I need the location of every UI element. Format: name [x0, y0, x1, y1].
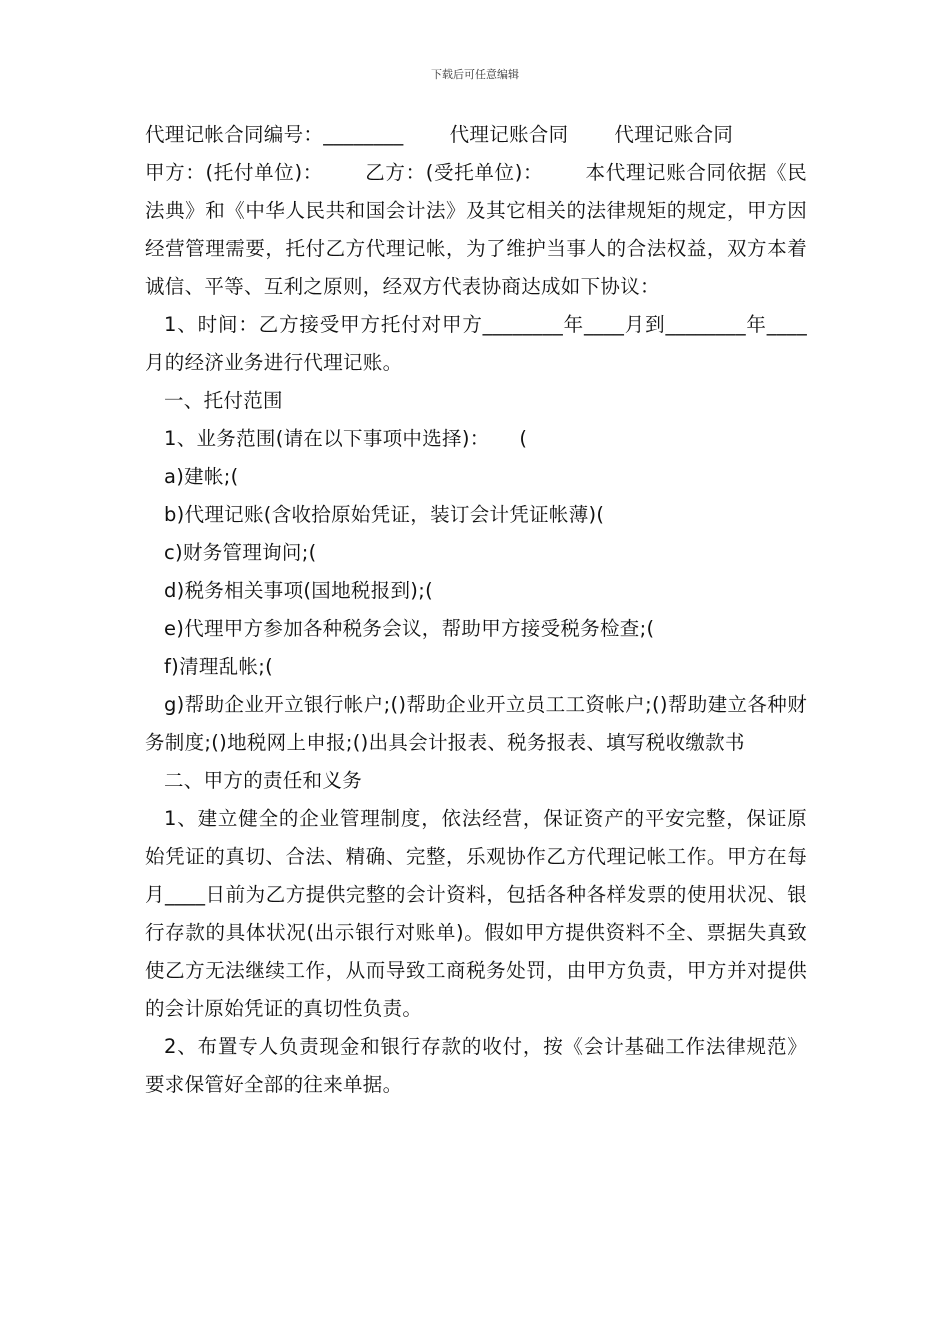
scope-item-f: f)清理乱帐;( — [164, 655, 274, 678]
contract-body — [145, 116, 807, 1104]
contract-number: 代理记帐合同编号：________ — [145, 123, 404, 146]
scope-item-a: a)建帐;( — [164, 465, 239, 488]
party-a-label: 甲方：(托付单位)： — [145, 161, 323, 184]
duty-clause-2: 2、布置专人负责现金和银行存款的收付，按《会计基础工作法律规范》要求保管好全部的往来单据。 — [145, 1035, 807, 1096]
scope-item-c: c)财务管理询问;( — [164, 541, 317, 564]
party-b-label: 乙方：(受托单位)： — [364, 161, 544, 184]
scope-item-d: d)税务相关事项(国地税报到);( — [164, 579, 433, 602]
scope-item-e: e)代理甲方参加各种税务会议，帮助甲方接受税务检查;( — [164, 617, 655, 640]
scope-title: 1、业务范围(请在以下事项中选择)： ( — [164, 427, 528, 450]
contract-name-1: 代理记账合同 — [449, 123, 569, 146]
section-heading-scope: 一、托付范围 — [164, 389, 283, 412]
duty-clause-1: 1、建立健全的企业管理制度，依法经营，保证资产的平安完整，保证原始凭证的真切、合法、精确、完整，乐观协作乙方代理记帐工作。甲方在每月____日前为乙方提供完整的会计资料，包括各种各样发票的使用状况、银行存款的具体状况(出示银行对账单)。假如甲方提供资料不全、票据失真致使乙方无法继续工作，从而导致工商税务处罚，由甲方负责，甲方并对提供的会计原始凭证的真切性负责。 — [145, 807, 807, 1020]
parties-line — [145, 154, 807, 306]
time-clause: 1、时间：乙方接受甲方托付对甲方________年____月到________年____月的经济业务进行代理记账。 — [145, 313, 807, 374]
intro-start: 本代理记账合同依 — [585, 161, 747, 184]
intro-paragraph: 据《民法典》和《中华人民共和国会计法》及其它相关的法律规矩的规定，甲方因经营管理需要，托付乙方代理记帐，为了维护当事人的合法权益，双方本着诚信、平等、互利之原则，经双方代表协商达成如下协议： — [145, 161, 808, 298]
contract-name-2: 代理记账合同 — [614, 123, 734, 146]
scope-item-b: b)代理记账(含收拾原始凭证，装订会计凭证帐薄)( — [164, 503, 605, 526]
page-header: 下载后可任意编辑 — [431, 68, 519, 81]
section-heading-duties: 二、甲方的责任和义务 — [164, 769, 363, 792]
contract-title-line — [145, 116, 807, 154]
scope-item-g: g)帮助企业开立银行帐户;()帮助企业开立员工工资帐户;()帮助建立各种财务制度;()地税网上申报;()出具会计报表、税务报表、填写税收缴款书 — [145, 693, 807, 754]
